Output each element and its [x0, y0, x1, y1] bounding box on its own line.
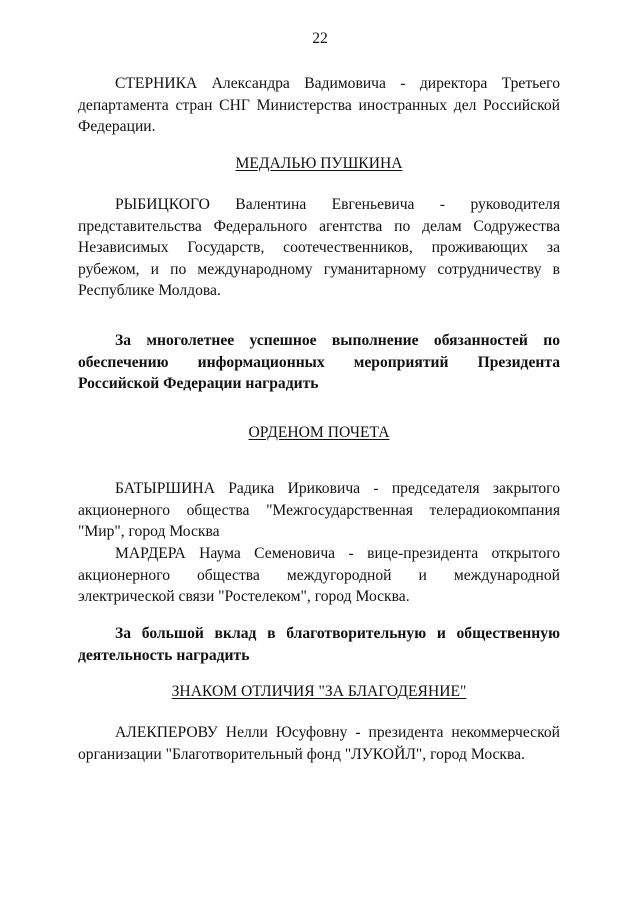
paragraph-alekperova: АЛЕКПЕРОВУ Нелли Юсуфовну - президента некоммерческой организации "Благотворительный фонд "ЛУКОЙЛ", город Москва.: [78, 724, 560, 763]
heading-order-of-honour: ОРДЕНОМ ПОЧЕТА: [248, 424, 390, 441]
paragraph-rybitsky: РЫБИЦКОГО Валентина Евгеньевича - руководителя представительства Федерального агентства по делам Содружества Независимых Государств, соотечественников, проживающих за рубежом, и по международному гуманитарному сотрудничеству в Республике Молдова.: [78, 196, 560, 299]
heading-charity-badge: ЗНАКОМ ОТЛИЧИЯ "ЗА БЛАГОДЕЯНИЕ": [171, 683, 467, 700]
decree-charity: За большой вклад в благотворительную и общественную деятельность наградить: [78, 625, 560, 664]
heading-pushkin-medal: МЕДАЛЬЮ ПУШКИНА: [235, 155, 403, 172]
paragraph-marder: МАРДЕРА Наума Семеновича - вице-президента открытого акционерного общества междугородной и международной электрической связи "Ростелеком", город Москва.: [78, 545, 560, 605]
page-number: 22: [312, 30, 328, 47]
decree-information-service: За многолетнее успешное выполнение обязанностей по обеспечению информационных мероприятий Президента Российской Федерации наградить: [78, 332, 560, 392]
paragraph-sternik: СТЕРНИКА Александра Вадимовича - директора Третьего департамента стран СНГ Министерства иностранных дел Российской Федерации.: [78, 75, 560, 135]
paragraph-batyrshin: БАТЫРШИНА Радика Ириковича - председателя закрытого акционерного общества "Межгосударственная телерадиокомпания "Мир", город Москва: [78, 480, 560, 540]
